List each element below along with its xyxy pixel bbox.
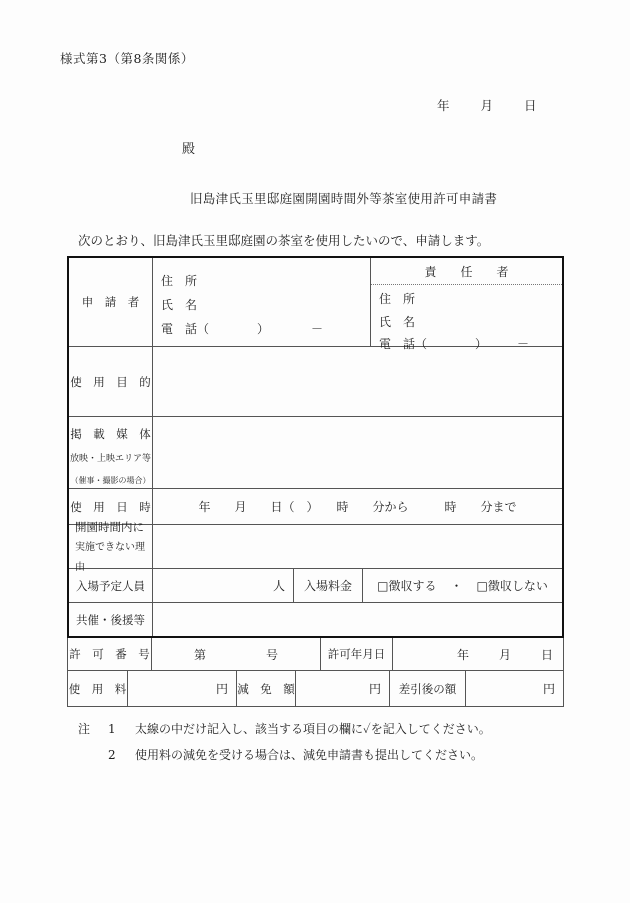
applicant-name-label: 氏 名 [161, 298, 198, 312]
applicant-phone-label: 電 話（ ） － [161, 322, 324, 336]
attendance-row [69, 569, 562, 603]
note-1-text: 太線の中だけ記入し、該当する項目の欄に✓を記入してください。 [135, 722, 491, 736]
purpose-label: 使 用 目 的 [69, 347, 153, 416]
footnotes [78, 716, 491, 768]
cohost-row [69, 603, 562, 636]
net-amount-label: 差引後の額 [390, 671, 466, 706]
applicant-address-label: 住 所 [161, 274, 198, 288]
responsible-address-label: 住 所 [379, 292, 416, 306]
media-sublabel-2: （催事・撮影の場合） [70, 476, 151, 485]
permit-row [68, 638, 563, 671]
purpose-row [69, 347, 562, 417]
note-2-number: 2 [108, 748, 116, 762]
applicant-row [69, 258, 562, 351]
media-sublabel-1: 放映・上映エリア等 [69, 454, 151, 464]
checkbox-no-fee[interactable]: □徴収しない [476, 579, 548, 593]
media-label-cell [69, 417, 153, 488]
permit-date-cell: 年 月 日 [456, 647, 555, 662]
yen-unit-3: 円 [542, 682, 555, 696]
reduction-label: 減 免 額 [237, 671, 296, 706]
responsible-section[interactable] [371, 258, 562, 351]
yen-unit-2: 円 [368, 682, 381, 696]
note-2-text: 使用料の減免を受ける場合は、減免申請書も提出してください。 [135, 748, 484, 762]
reduction-amount-cell [296, 671, 390, 706]
attendance-label: 入場予定人員 [69, 569, 153, 602]
permit-date-label: 許可年月日 [321, 638, 393, 670]
addressee-dono: 殿 [182, 142, 196, 157]
media-row [69, 417, 562, 489]
applicant-label: 申 請 者 [69, 258, 153, 346]
purpose-value-cell[interactable] [153, 347, 562, 416]
reason-label-cell [69, 519, 153, 573]
responsible-name-label: 氏 名 [379, 314, 416, 329]
reason-label-line2: 実施できない理由 [75, 541, 145, 573]
attendance-unit: 人 [272, 579, 285, 593]
note-2 [78, 742, 491, 768]
datetime-value-cell[interactable]: 年 月 日（ ） 時 分から 時 分まで [198, 500, 517, 514]
media-label: 掲 載 媒 体 [70, 427, 151, 441]
reason-row [69, 519, 562, 573]
note-prefix: 注 [78, 722, 91, 736]
usage-fee-label: 使 用 料 [68, 671, 128, 706]
media-value-cell[interactable] [153, 417, 562, 488]
note-1 [78, 716, 491, 742]
usage-fee-amount-cell [128, 671, 237, 706]
net-amount-cell [466, 671, 563, 706]
date-line: 年 月 日 [437, 98, 539, 113]
form-number: 様式第3（第8条関係） [60, 51, 194, 66]
cohost-label: 共催・後援等 [69, 603, 153, 636]
admission-fee-label: 入場料金 [294, 569, 363, 602]
responsible-header: 責 任 者 [371, 258, 562, 285]
office-use-table [67, 638, 564, 707]
yen-unit-1: 円 [215, 682, 228, 696]
checkbox-collect-fee[interactable]: □徴収する [377, 579, 437, 593]
cohost-value-cell[interactable] [153, 603, 562, 636]
responsible-phone-label: 電 話（ ） － [379, 337, 530, 351]
permit-number-cell: 第 号 [152, 638, 321, 670]
permit-number-label: 許 可 番 号 [68, 638, 152, 670]
applicant-fields-cell[interactable] [153, 258, 371, 346]
admission-fee-options-cell [363, 569, 562, 602]
note-1-number: 1 [108, 722, 116, 736]
application-table [67, 256, 564, 638]
reason-label-line1: 開園時間内に [75, 519, 144, 534]
attendance-count-cell[interactable] [153, 569, 294, 602]
intro-sentence: 次のとおり、旧島津氏玉里邸庭園の茶室を使用したいので、申請します。 [78, 233, 490, 248]
fee-row [68, 671, 563, 706]
document-title: 旧島津氏玉里邸庭園開園時間外等茶室使用許可申請書 [190, 191, 498, 206]
option-separator: ・ [450, 579, 463, 593]
reason-value-cell[interactable] [153, 525, 562, 568]
datetime-label: 使 用 日 時 [69, 489, 153, 524]
